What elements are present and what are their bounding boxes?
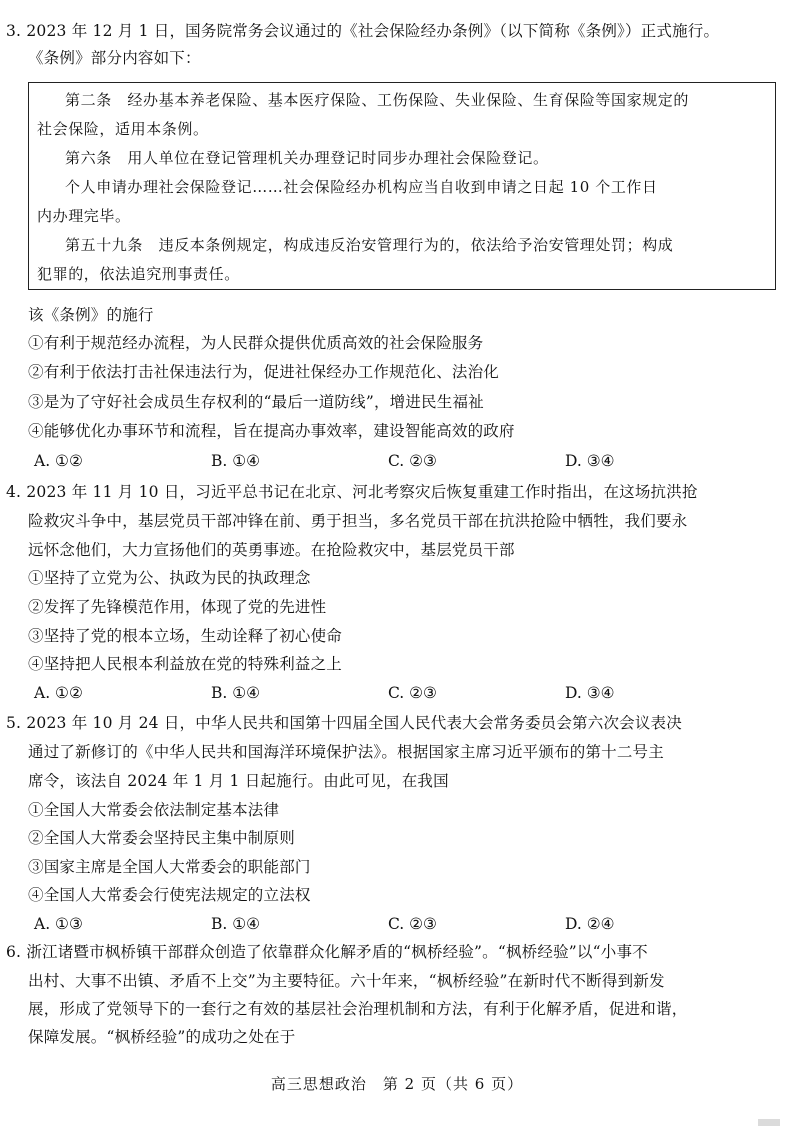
q6-stem-line-2: 出村、大事不出镇、矛盾不上交”为主要特征。六十年来，“枫桥经验”在新时代不断得到新发 — [28, 972, 665, 990]
q3-option-d[interactable]: D. ③④ — [565, 452, 615, 470]
q5-stem-line-3: 席令，该法自 2024 年 1 月 1 日起施行。由此可见，在我国 — [28, 772, 449, 790]
q3-stem-line-2: 《条例》部分内容如下： — [28, 49, 201, 67]
q5-item-4: ④全国人大常委会行使宪法规定的立法权 — [28, 886, 311, 904]
excerpt-line: 第五十九条 违反本条例规定，构成违反治安管理行为的，依法给予治安管理处罚；构成 — [65, 236, 674, 254]
q5-option-c[interactable]: C. ②③ — [388, 915, 437, 933]
q6-stem-line-4: 保障发展。“枫桥经验”的成功之处在于 — [28, 1028, 296, 1046]
excerpt-line: 第六条 用人单位在登记管理机关办理登记时同步办理社会保险登记。 — [65, 149, 549, 167]
q3-option-a[interactable]: A. ①② — [34, 452, 83, 470]
q3-item-2: ②有利于依法打击社保违法行为，促进社保经办工作规范化、法治化 — [28, 363, 500, 381]
q6-stem-line-3: 展，形成了党领导下的一套行之有效的基层社会治理机制和方法，有利于化解矛盾，促进和谐， — [28, 1000, 688, 1018]
q5-option-b[interactable]: B. ①④ — [211, 915, 261, 933]
page-footer: 高三思想政治 第 2 页（共 6 页） — [270, 1075, 524, 1093]
excerpt-line: 犯罪的，依法追究刑事责任。 — [37, 265, 240, 283]
q3-excerpt-box — [28, 82, 776, 290]
q4-option-c[interactable]: C. ②③ — [388, 684, 437, 702]
q4-item-3: ③坚持了党的根本立场，生动诠释了初心使命 — [28, 627, 343, 645]
q3-option-c[interactable]: C. ②③ — [388, 452, 437, 470]
q4-item-2: ②发挥了先锋模范作用，体现了党的先进性 — [28, 598, 327, 616]
q5-item-3: ③国家主席是全国人大常委会的职能部门 — [28, 858, 311, 876]
corner-watermark — [758, 1119, 780, 1126]
q4-stem-line-2: 险救灾斗争中，基层党员干部冲锋在前、勇于担当，多名党员干部在抗洪抢险中牺牲，我们要永 — [28, 512, 688, 530]
q6-stem-line-1: 6. 浙江诸暨市枫桥镇干部群众创造了依靠群众化解矛盾的“枫桥经验”。“枫桥经验”以“小事不 — [6, 943, 648, 961]
q5-option-a[interactable]: A. ①③ — [34, 915, 83, 933]
q4-stem-line-1: 4. 2023 年 11 月 10 日，习近平总书记在北京、河北考察灾后恢复重建工作时指出，在这场抗洪抢 — [6, 483, 698, 501]
q5-stem-line-2: 通过了新修订的《中华人民共和国海洋环境保护法》。根据国家主席习近平颁布的第十二号主 — [28, 743, 664, 761]
q3-option-b[interactable]: B. ①④ — [211, 452, 261, 470]
q3-stem-line-1: 3. 2023 年 12 月 1 日，国务院常务会议通过的《社会保险经办条例》（以下简称《条例》）正式施行。 — [6, 22, 720, 40]
q5-stem-line-1: 5. 2023 年 10 月 24 日，中华人民共和国第十四届全国人民代表大会常务委员会第六次会议表决 — [6, 714, 682, 732]
q3-item-3: ③是为了守好社会成员生存权利的“最后一道防线”，增进民生福祉 — [28, 393, 484, 411]
q4-item-1: ①坚持了立党为公、执政为民的执政理念 — [28, 569, 311, 587]
q5-item-1: ①全国人大常委会依法制定基本法律 — [28, 801, 280, 819]
q5-option-d[interactable]: D. ②④ — [565, 915, 615, 933]
q3-question-stem: 该《条例》的施行 — [28, 306, 154, 324]
q5-item-2: ②全国人大常委会坚持民主集中制原则 — [28, 829, 295, 847]
q3-item-1: ①有利于规范经办流程，为人民群众提供优质高效的社会保险服务 — [28, 334, 484, 352]
q4-stem-line-3: 远怀念他们，大力宣扬他们的英勇事迹。在抢险救灾中，基层党员干部 — [28, 541, 515, 559]
excerpt-line: 社会保险，适用本条例。 — [37, 120, 209, 138]
q3-item-4: ④能够优化办事环节和流程，旨在提高办事效率，建设智能高效的政府 — [28, 422, 515, 440]
excerpt-line: 个人申请办理社会保险登记……社会保险经办机构应当自收到申请之日起 10 个工作日 — [65, 178, 658, 196]
q4-option-d[interactable]: D. ③④ — [565, 684, 615, 702]
q4-option-b[interactable]: B. ①④ — [211, 684, 261, 702]
excerpt-line: 内办理完毕。 — [37, 207, 131, 225]
excerpt-line: 第二条 经办基本养老保险、基本医疗保险、工伤保险、失业保险、生育保险等国家规定的 — [65, 91, 690, 109]
q4-option-a[interactable]: A. ①② — [34, 684, 83, 702]
q4-item-4: ④坚持把人民根本利益放在党的特殊利益之上 — [28, 655, 343, 673]
